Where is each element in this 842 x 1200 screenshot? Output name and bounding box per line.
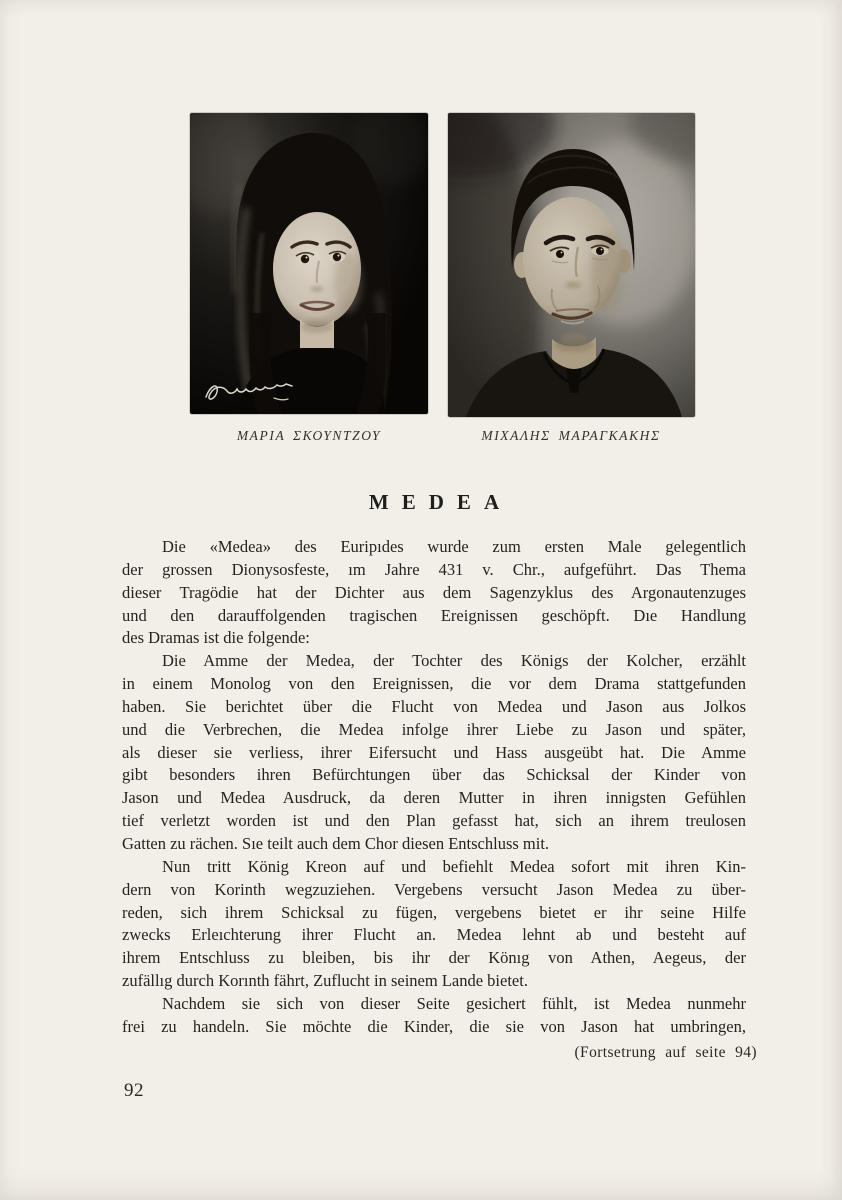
portrait-photo-left	[190, 113, 428, 414]
text-line: tief verletzt worden ist und den Plan gefasst hat, sich an ihrem treulosen	[122, 811, 746, 831]
continuation-note: (Fortsetrung auf seite 94)	[574, 1044, 757, 1061]
text-line: Jason und Medea Ausdruck, da deren Mutter in ihren innigsten Gefühlen	[122, 788, 746, 808]
text-line: haben. Sie berichtet über die Flucht von Medea und Jason aus Jolkos	[122, 696, 746, 716]
article-body	[122, 536, 746, 1039]
article-title: MEDEA	[368, 490, 513, 514]
text-line: zufällıg durch Korınth fährt, Zuflucht in seinem Lande bietet.	[122, 971, 528, 991]
text-line: und die Verbrechen, die Medea infolge ihrer Liebe zu Jason und später,	[122, 719, 746, 739]
page-number: 92	[124, 1080, 144, 1101]
text-line: Nun tritt König Kreon auf und befiehlt Medea sofort mit ihren Kin-	[162, 856, 746, 876]
text-line: dieser Tragödie hat der Dichter aus dem Sagenzyklus des Argonautenzuges	[122, 582, 746, 602]
text-line: Gatten zu rächen. Sıe teilt auch dem Chor diesen Entschluss mit.	[122, 833, 550, 853]
text-line: Die «Medea» des Euripıdes wurde zum ersten Male gelegentlich	[162, 537, 746, 556]
text-line: des Dramas ist die folgende:	[122, 628, 310, 648]
text-line: der grossen Dionysosfeste, ım Jahre 431 v. Chr., aufgeführt. Das Thema	[122, 559, 746, 579]
text-line: Nachdem sie sich von dieser Seite gesichert fühlt, ist Medea nunmehr	[162, 993, 746, 1013]
man-portrait-image	[448, 113, 695, 417]
text-line: als dieser sie verliess, ihrer Eifersucht und Hass ausgeübt hat. Die Amme	[122, 742, 746, 762]
text-line: Die Amme der Medea, der Tochter des Königs der Kolcher, erzählt	[162, 651, 746, 671]
portrait-photo-right	[448, 113, 695, 417]
photo-caption-right: ΜΙΧΑΛΗΣ ΜΑΡΑΓΚΑΚΗΣ	[481, 428, 661, 443]
woman-portrait-image	[190, 113, 428, 414]
text-line: ihrem Entschluss zu bleiben, bis ihr der Könıg von Athen, Aegeus, der	[122, 948, 746, 968]
text-line: und den darauffolgenden tragischen Ereignissen geschöpft. Dıe Handlung	[122, 605, 746, 625]
photo-caption-left: ΜΑΡΙΑ ΣΚΟΥΝΤΖΟΥ	[236, 428, 382, 443]
text-line: frei zu handeln. Sie möchte die Kinder, die sie von Jason hat umbringen,	[122, 1016, 746, 1036]
text-line: dern von Korinth wegzuziehen. Vergebens versucht Jason Medea zu über-	[122, 879, 746, 899]
text-line: gibt besonders ihren Befürchtungen über das Schicksal der Kinder von	[122, 765, 746, 785]
text-line: zwecks Erleıchterung ihrer Flucht an. Medea lehnt ab und besteht auf	[122, 925, 746, 945]
text-line: in einem Monolog von den Ereignissen, die vor dem Drama stattgefunden	[122, 674, 746, 694]
text-line: reden, sich ihrem Schicksal zu fügen, vergebens bietet er ihr seine Hilfe	[122, 902, 746, 922]
